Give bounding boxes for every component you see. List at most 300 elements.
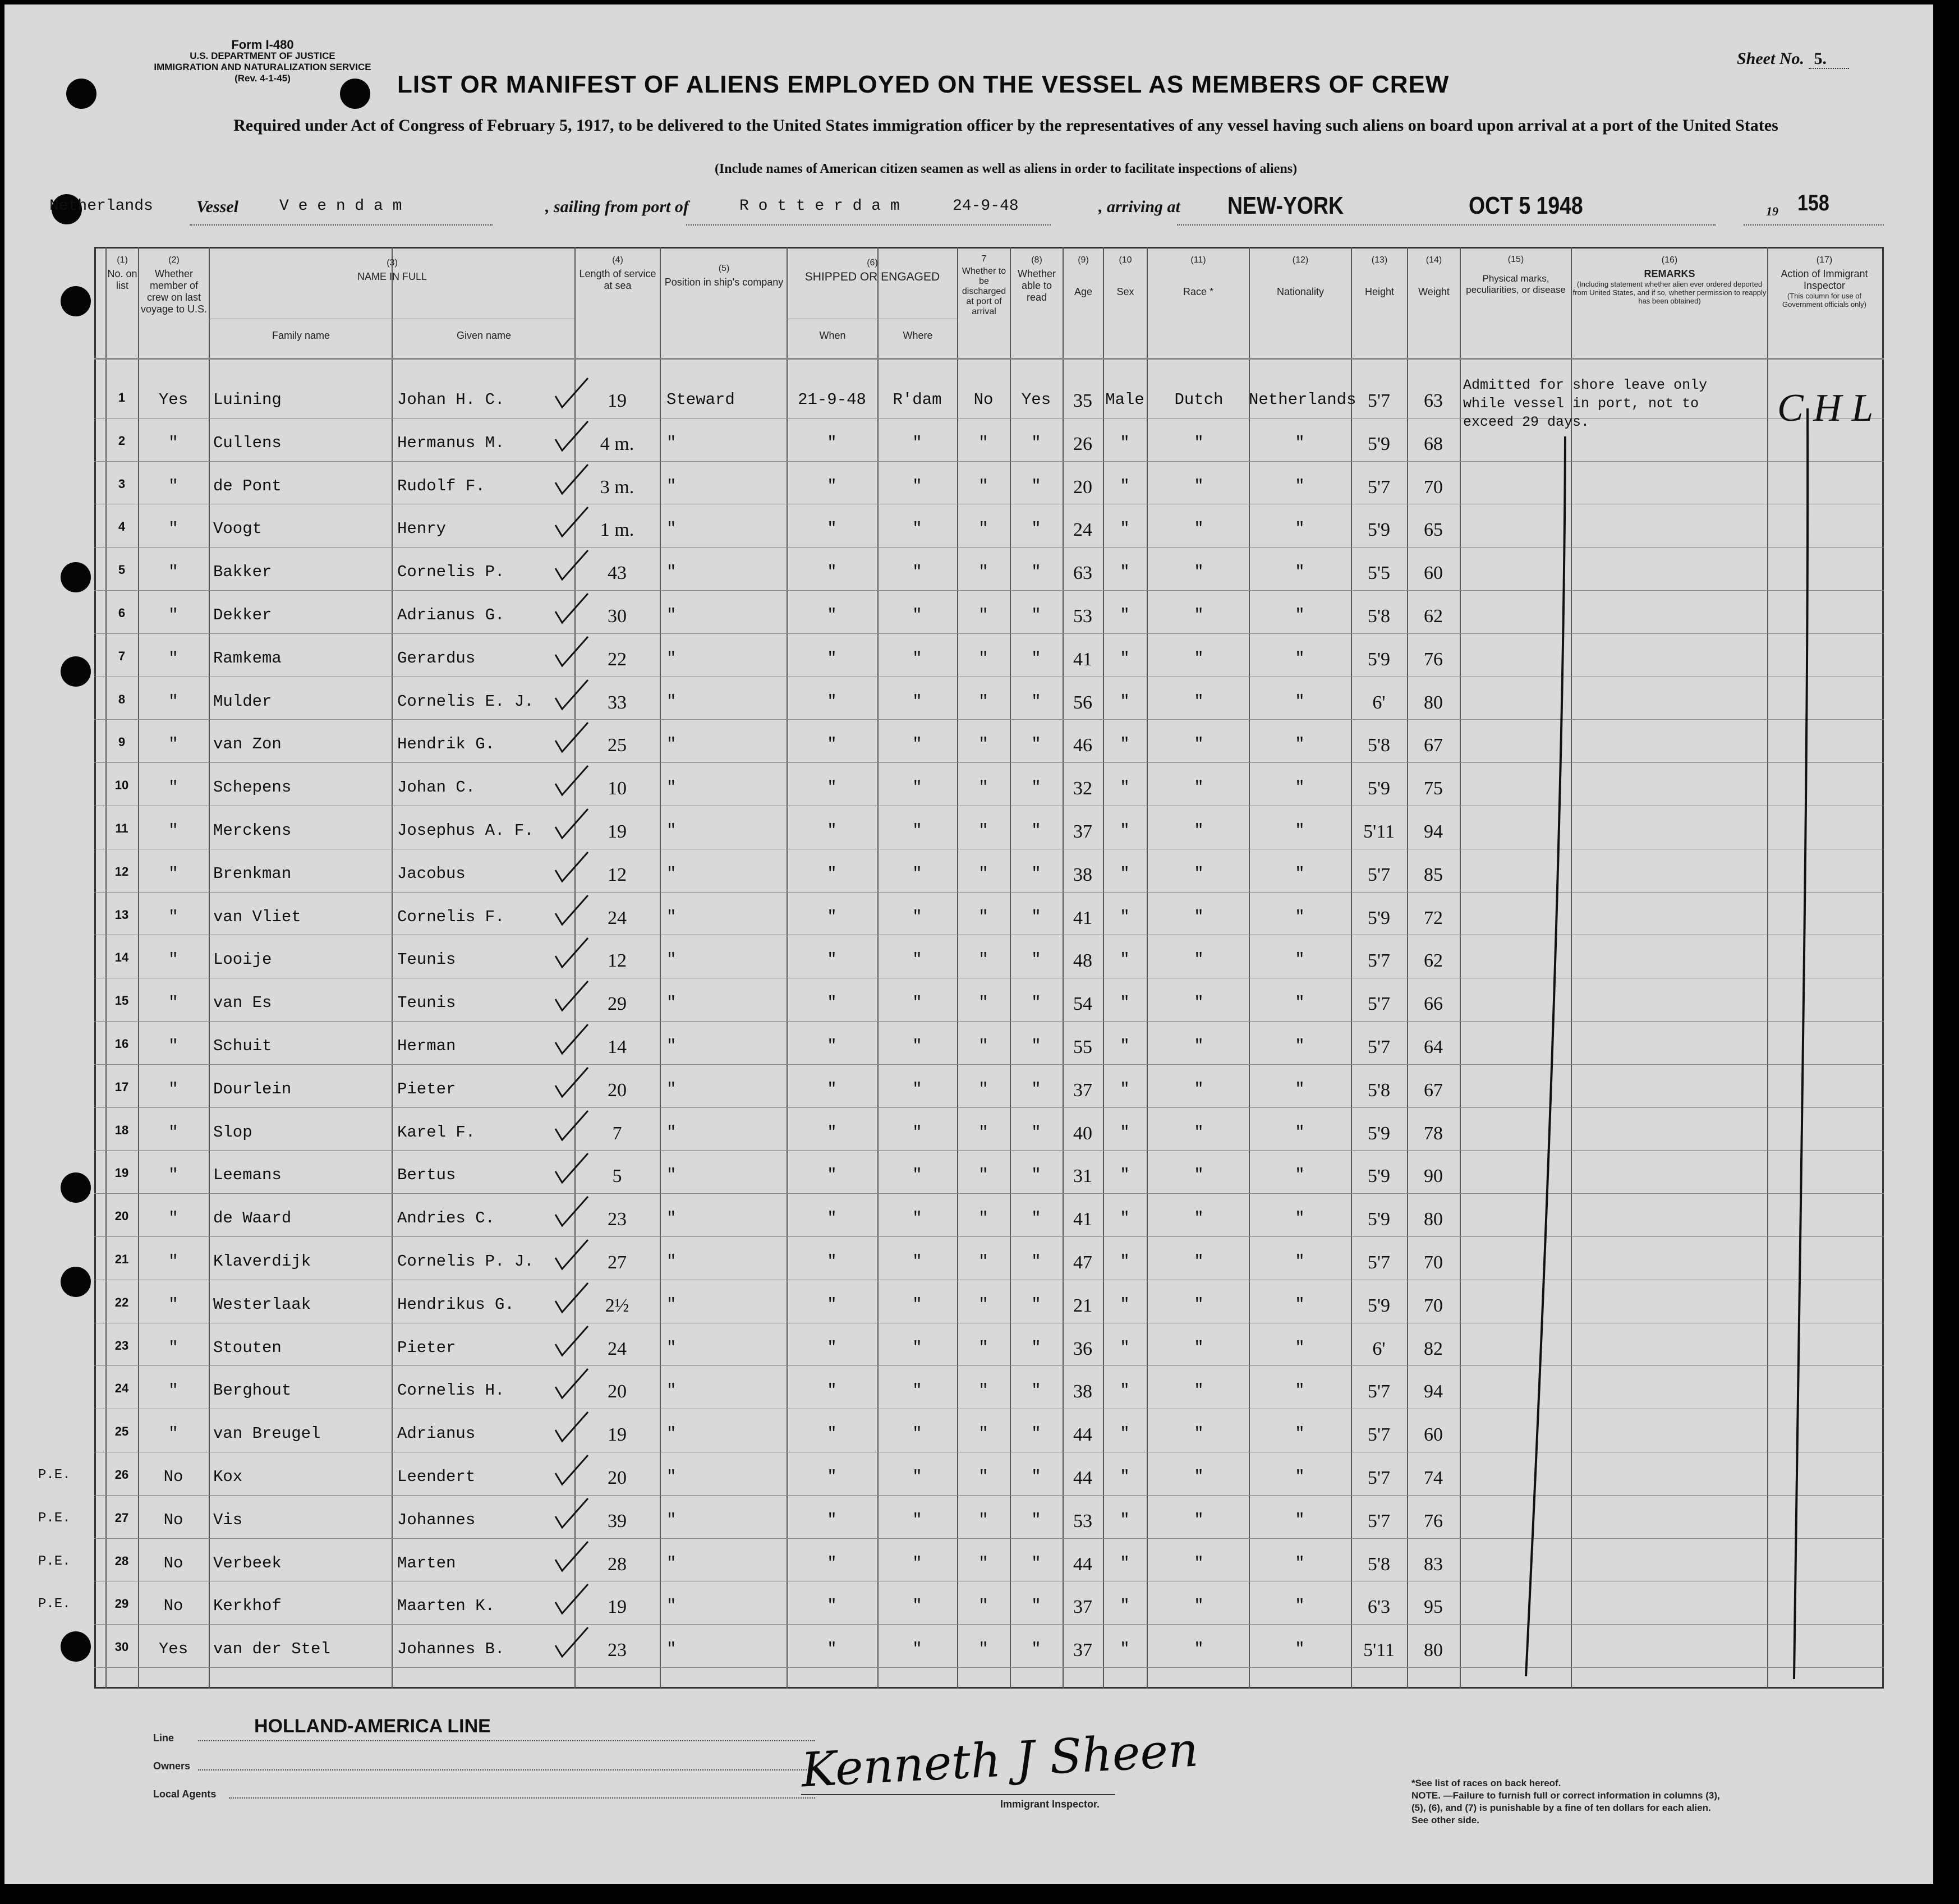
arriving-label: , arriving at bbox=[1098, 197, 1180, 216]
cell-last: " bbox=[168, 907, 178, 926]
header-remarks: (16) REMARKS (Including statement whether alien ever ordered deported from United States, and if so, whether permission to reapply has been obtained) bbox=[1572, 255, 1767, 305]
cell-no: 13 bbox=[114, 907, 129, 922]
cell-nat: " bbox=[1295, 606, 1305, 624]
cell-disc: " bbox=[978, 1079, 988, 1098]
cell-given: Jacobus bbox=[397, 864, 466, 883]
cell-service: 24 bbox=[608, 1338, 627, 1359]
cell-last: " bbox=[168, 476, 178, 495]
cell-where: " bbox=[912, 1123, 922, 1142]
requirement-text: Required under Act of Congress of February 5, 1917, to be delivered to the United States immigration officer by the representatives of any vessel having such aliens on board upon arrival at a port of the United States bbox=[233, 116, 1778, 135]
header-race: (11) Race * bbox=[1183, 255, 1214, 297]
cell-age: 44 bbox=[1073, 1424, 1092, 1446]
cell-age: 21 bbox=[1073, 1295, 1092, 1316]
cell-family: Looije bbox=[213, 950, 272, 969]
cell-height: 5'8 bbox=[1367, 735, 1391, 756]
cell-no: 8 bbox=[118, 692, 126, 706]
cell-disc: " bbox=[978, 1468, 988, 1486]
cell-family: van Vliet bbox=[213, 907, 301, 926]
cell-race: " bbox=[1194, 1553, 1204, 1572]
cell-given: Andries C. bbox=[397, 1209, 495, 1228]
cell-weight: 70 bbox=[1424, 476, 1443, 498]
cell-when: " bbox=[827, 821, 837, 840]
cell-position: " bbox=[666, 907, 677, 926]
cell-weight: 76 bbox=[1424, 649, 1443, 670]
cell-read: " bbox=[1031, 519, 1041, 539]
header-sex: (10 Sex bbox=[1116, 255, 1134, 297]
cell-disc: " bbox=[978, 907, 988, 926]
cell-no: 30 bbox=[114, 1640, 129, 1654]
cell-when: " bbox=[827, 907, 837, 926]
cell-family: Brenkman bbox=[213, 864, 292, 883]
cell-no: 20 bbox=[114, 1209, 129, 1224]
cell-last: " bbox=[168, 778, 178, 797]
agents-dotline bbox=[229, 1797, 815, 1799]
cell-race: " bbox=[1194, 950, 1204, 969]
cell-disc: " bbox=[978, 1123, 988, 1142]
cell-where: " bbox=[912, 1597, 922, 1616]
cell-position: " bbox=[666, 1424, 677, 1443]
header-discharged: 7 Whether to be discharged at port of arrival bbox=[962, 254, 1006, 316]
header-when: When bbox=[819, 330, 846, 341]
cell-when: " bbox=[827, 1468, 837, 1486]
cell-no: 10 bbox=[114, 778, 129, 793]
cell-where: R'dam bbox=[893, 390, 942, 409]
cell-nat: " bbox=[1295, 1597, 1305, 1616]
cell-age: 54 bbox=[1073, 994, 1092, 1015]
cell-no: 12 bbox=[114, 864, 129, 879]
cell-last: Yes bbox=[158, 390, 188, 409]
cell-height: 5'9 bbox=[1367, 1209, 1391, 1230]
cell-family: Slop bbox=[213, 1123, 252, 1142]
cell-family: Bakker bbox=[213, 563, 272, 582]
cell-last: " bbox=[168, 1295, 178, 1314]
cell-last: No bbox=[163, 1597, 183, 1616]
cell-sex: " bbox=[1120, 433, 1130, 452]
cell-where: " bbox=[912, 1252, 922, 1271]
cell-age: 41 bbox=[1073, 649, 1092, 670]
cell-service: 5 bbox=[612, 1166, 622, 1187]
cell-where: " bbox=[912, 433, 922, 452]
cell-sex: " bbox=[1120, 950, 1130, 969]
cell-height: 5'7 bbox=[1367, 864, 1391, 885]
cell-race: " bbox=[1194, 1037, 1204, 1055]
cell-when: " bbox=[827, 1640, 837, 1659]
cell-age: 55 bbox=[1073, 1037, 1092, 1057]
cell-sex: " bbox=[1120, 649, 1130, 668]
cell-race: " bbox=[1194, 1510, 1204, 1529]
cell-race: " bbox=[1194, 821, 1204, 840]
cell-when: " bbox=[827, 1209, 837, 1228]
cell-last: No bbox=[163, 1468, 183, 1486]
cell-nat: " bbox=[1295, 1510, 1305, 1529]
cell-position: " bbox=[666, 1295, 677, 1314]
cell-race: " bbox=[1194, 735, 1204, 754]
cell-service: 2½ bbox=[605, 1295, 629, 1316]
cell-age: 38 bbox=[1073, 1381, 1092, 1402]
cell-service: 23 bbox=[608, 1640, 627, 1661]
cell-position: " bbox=[666, 692, 677, 711]
cell-last: " bbox=[168, 563, 178, 582]
cell-nat: " bbox=[1295, 907, 1305, 926]
cell-service: 3 m. bbox=[600, 476, 634, 498]
cell-height: 5'7 bbox=[1367, 994, 1391, 1015]
cell-service: 25 bbox=[608, 735, 627, 756]
cell-family: Berghout bbox=[213, 1381, 292, 1400]
cell-family: Merckens bbox=[213, 821, 292, 840]
cell-read: " bbox=[1031, 1252, 1041, 1271]
cell-position: " bbox=[666, 563, 677, 582]
cell-given: Bertus bbox=[397, 1166, 456, 1185]
cell-where: " bbox=[912, 606, 922, 624]
cell-height: 5'9 bbox=[1367, 1295, 1391, 1316]
cell-service: 28 bbox=[608, 1553, 627, 1575]
cell-position: " bbox=[666, 1037, 677, 1055]
header-service: (4) Length of service at sea bbox=[579, 255, 656, 291]
cell-when: " bbox=[827, 1037, 837, 1055]
cell-read: " bbox=[1031, 1510, 1041, 1529]
cell-sex: " bbox=[1120, 519, 1130, 539]
cell-given: Rudolf F. bbox=[397, 476, 485, 495]
cell-height: 5'7 bbox=[1367, 1037, 1391, 1057]
cell-position: " bbox=[666, 821, 677, 840]
cell-age: 44 bbox=[1073, 1468, 1092, 1488]
cell-family: van Breugel bbox=[213, 1424, 321, 1443]
cell-given: Cornelis P. J. bbox=[397, 1252, 534, 1271]
cell-when: " bbox=[827, 1338, 837, 1357]
cell-where: " bbox=[912, 864, 922, 883]
cell-family: Leemans bbox=[213, 1166, 282, 1185]
cell-family: Luining bbox=[213, 390, 282, 409]
cell-position: " bbox=[666, 864, 677, 883]
cell-no: 7 bbox=[118, 649, 126, 663]
cell-family: Schepens bbox=[213, 778, 292, 797]
cell-last: " bbox=[168, 735, 178, 754]
cell-when: " bbox=[827, 1381, 837, 1400]
revision: (Rev. 4-1-45) bbox=[234, 73, 291, 84]
cell-no: 23 bbox=[114, 1338, 129, 1353]
arrival-port: NEW-YORK bbox=[1227, 192, 1344, 219]
cell-age: 47 bbox=[1073, 1252, 1092, 1273]
cell-where: " bbox=[912, 1510, 922, 1529]
cell-height: 6'3 bbox=[1367, 1597, 1391, 1618]
cell-given: Maarten K. bbox=[397, 1597, 495, 1616]
cell-given: Cornelis H. bbox=[397, 1381, 505, 1400]
cell-age: 53 bbox=[1073, 1510, 1092, 1532]
cell-height: 5'11 bbox=[1363, 821, 1395, 842]
form-number: Form I-480 bbox=[231, 38, 294, 52]
cell-read: " bbox=[1031, 1468, 1041, 1486]
cell-read: " bbox=[1031, 1209, 1041, 1228]
cell-family: Vis bbox=[213, 1510, 243, 1529]
cell-when: " bbox=[827, 1424, 837, 1443]
cell-service: 7 bbox=[612, 1123, 622, 1144]
cell-pre: P.E. bbox=[38, 1553, 71, 1569]
cell-race: " bbox=[1194, 476, 1204, 495]
line-dotline bbox=[198, 1740, 815, 1741]
cell-service: 27 bbox=[608, 1252, 627, 1273]
cell-nat: " bbox=[1295, 864, 1305, 883]
cell-given: Gerardus bbox=[397, 649, 476, 668]
cell-given: Teunis bbox=[397, 950, 456, 969]
cell-weight: 62 bbox=[1424, 606, 1443, 627]
remark-line: while vessel in port, not to bbox=[1463, 395, 1699, 412]
cell-race: " bbox=[1194, 519, 1204, 539]
cell-disc: " bbox=[978, 950, 988, 969]
cell-position: " bbox=[666, 606, 677, 624]
cell-family: de Pont bbox=[213, 476, 282, 495]
cell-read: Yes bbox=[1021, 390, 1051, 409]
cell-read: " bbox=[1031, 563, 1041, 582]
cell-position: " bbox=[666, 1381, 677, 1400]
cell-when: " bbox=[827, 1597, 837, 1616]
cell-sex: " bbox=[1120, 563, 1130, 582]
cell-age: 31 bbox=[1073, 1166, 1092, 1187]
page-title: LIST OR MANIFEST OF ALIENS EMPLOYED ON THE VESSEL AS MEMBERS OF CREW bbox=[397, 71, 1450, 98]
cell-weight: 70 bbox=[1424, 1295, 1443, 1316]
cell-where: " bbox=[912, 1209, 922, 1228]
cell-race: " bbox=[1194, 692, 1204, 711]
cell-when: " bbox=[827, 476, 837, 495]
cell-height: 5'11 bbox=[1363, 1640, 1395, 1661]
cell-when: " bbox=[827, 1553, 837, 1572]
cell-height: 5'9 bbox=[1367, 649, 1391, 670]
cell-when: " bbox=[827, 864, 837, 883]
cell-where: " bbox=[912, 1079, 922, 1098]
cell-race: " bbox=[1194, 1640, 1204, 1659]
cell-nat: " bbox=[1295, 519, 1305, 539]
arrival-date-stamp: OCT 5 1948 bbox=[1469, 192, 1583, 219]
cell-weight: 94 bbox=[1424, 821, 1443, 842]
cell-race: " bbox=[1194, 907, 1204, 926]
cell-service: 19 bbox=[608, 1597, 627, 1618]
cell-weight: 68 bbox=[1424, 433, 1443, 454]
cell-read: " bbox=[1031, 606, 1041, 624]
cell-read: " bbox=[1031, 907, 1041, 926]
cell-when: " bbox=[827, 519, 837, 539]
cell-nat: " bbox=[1295, 994, 1305, 1013]
cell-when: " bbox=[827, 563, 837, 582]
cell-height: 5'8 bbox=[1367, 1553, 1391, 1575]
cell-read: " bbox=[1031, 649, 1041, 668]
cell-race: " bbox=[1194, 778, 1204, 797]
manifest-sheet bbox=[4, 4, 1933, 1884]
cell-when: " bbox=[827, 1252, 837, 1271]
year-prefix: 19 bbox=[1766, 204, 1778, 218]
cell-where: " bbox=[912, 1640, 922, 1659]
cell-age: 37 bbox=[1073, 1640, 1092, 1661]
cell-service: 39 bbox=[608, 1510, 627, 1532]
cell-race: " bbox=[1194, 1123, 1204, 1142]
cell-nat: Netherlands bbox=[1249, 390, 1356, 409]
cell-given: Johannes bbox=[397, 1510, 476, 1529]
cell-age: 41 bbox=[1073, 1209, 1092, 1230]
cell-sex: " bbox=[1120, 864, 1130, 883]
cell-given: Johannes B. bbox=[397, 1640, 505, 1659]
cell-disc: " bbox=[978, 519, 988, 539]
cell-weight: 78 bbox=[1424, 1123, 1443, 1144]
sailing-label: , sailing from port of bbox=[545, 197, 689, 216]
ditto-strokes bbox=[4, 4, 1933, 1884]
cell-pre: P.E. bbox=[38, 1597, 71, 1612]
cell-sex: " bbox=[1120, 1209, 1130, 1228]
header-position: (5) Position in ship's company bbox=[664, 264, 784, 288]
cell-height: 5'8 bbox=[1367, 606, 1391, 627]
cell-family: Dourlein bbox=[213, 1079, 292, 1098]
cell-service: 43 bbox=[608, 563, 627, 584]
cell-given: Hendrik G. bbox=[397, 735, 495, 754]
cell-race: " bbox=[1194, 994, 1204, 1013]
cell-weight: 72 bbox=[1424, 907, 1443, 928]
cell-read: " bbox=[1031, 735, 1041, 754]
cell-when: " bbox=[827, 606, 837, 624]
cell-height: 5'7 bbox=[1367, 950, 1391, 972]
cell-family: van Es bbox=[213, 994, 272, 1013]
cell-weight: 65 bbox=[1424, 519, 1443, 541]
cell-weight: 80 bbox=[1424, 1640, 1443, 1661]
cell-weight: 62 bbox=[1424, 950, 1443, 972]
cell-disc: " bbox=[978, 433, 988, 452]
cell-family: van der Stel bbox=[213, 1640, 330, 1659]
cell-where: " bbox=[912, 950, 922, 969]
header-given-name: Given name bbox=[456, 330, 512, 341]
owners-dotline bbox=[198, 1769, 815, 1770]
cell-disc: " bbox=[978, 1209, 988, 1228]
cell-height: 5'9 bbox=[1367, 907, 1391, 928]
cell-no: 9 bbox=[118, 735, 126, 749]
line-label: Line bbox=[153, 1732, 174, 1744]
cell-nat: " bbox=[1295, 1209, 1305, 1228]
cell-last: " bbox=[168, 433, 178, 452]
header-family-name: Family name bbox=[272, 330, 330, 341]
cell-given: Marten bbox=[397, 1553, 456, 1572]
cell-when: " bbox=[827, 950, 837, 969]
cell-service: 20 bbox=[608, 1079, 627, 1101]
cell-no: 24 bbox=[114, 1381, 129, 1396]
cell-family: Verbeek bbox=[213, 1553, 282, 1572]
inspector-signature: Kenneth J Sheen bbox=[799, 1722, 1200, 1798]
cell-given: Henry bbox=[397, 519, 447, 539]
cell-weight: 95 bbox=[1424, 1597, 1443, 1618]
cell-where: " bbox=[912, 735, 922, 754]
cell-last: " bbox=[168, 1037, 178, 1055]
cell-position: " bbox=[666, 950, 677, 969]
departure-port: R o t t e r d a m bbox=[739, 197, 900, 215]
cell-age: 53 bbox=[1073, 606, 1092, 627]
cell-disc: " bbox=[978, 563, 988, 582]
cell-given: Adrianus bbox=[397, 1424, 476, 1443]
cell-nat: " bbox=[1295, 821, 1305, 840]
cell-nat: " bbox=[1295, 1079, 1305, 1098]
cell-weight: 76 bbox=[1424, 1510, 1443, 1532]
cell-service: 30 bbox=[608, 606, 627, 627]
header-where: Where bbox=[903, 330, 933, 341]
cell-given: Pieter bbox=[397, 1338, 456, 1357]
cell-read: " bbox=[1031, 994, 1041, 1013]
cell-nat: " bbox=[1295, 950, 1305, 969]
cell-family: van Zon bbox=[213, 735, 282, 754]
cell-position: " bbox=[666, 1166, 677, 1185]
cell-age: 44 bbox=[1073, 1553, 1092, 1575]
cell-disc: " bbox=[978, 649, 988, 668]
cell-sex: " bbox=[1120, 821, 1130, 840]
cell-where: " bbox=[912, 1295, 922, 1314]
cell-race: " bbox=[1194, 433, 1204, 452]
cell-read: " bbox=[1031, 778, 1041, 797]
cell-last: " bbox=[168, 864, 178, 883]
cell-sex: " bbox=[1120, 606, 1130, 624]
cell-weight: 82 bbox=[1424, 1338, 1443, 1359]
footnote bbox=[1411, 1777, 1726, 1827]
cell-age: 41 bbox=[1073, 907, 1092, 928]
cell-family: Schuit bbox=[213, 1037, 272, 1055]
cell-position: " bbox=[666, 1079, 677, 1098]
cell-nat: " bbox=[1295, 1166, 1305, 1185]
cell-weight: 74 bbox=[1424, 1468, 1443, 1488]
cell-no: 29 bbox=[114, 1597, 129, 1611]
cell-race: " bbox=[1194, 1468, 1204, 1486]
cell-no: 4 bbox=[118, 519, 126, 534]
header-read: (8) Whether able to read bbox=[1017, 255, 1056, 303]
cell-position: " bbox=[666, 1123, 677, 1142]
cell-weight: 80 bbox=[1424, 1209, 1443, 1230]
cell-read: " bbox=[1031, 1037, 1041, 1055]
cell-race: " bbox=[1194, 649, 1204, 668]
cell-where: " bbox=[912, 1553, 922, 1572]
cell-race: " bbox=[1194, 563, 1204, 582]
cell-race: " bbox=[1194, 864, 1204, 883]
cell-race: " bbox=[1194, 1597, 1204, 1616]
cell-where: " bbox=[912, 778, 922, 797]
cell-position: " bbox=[666, 1468, 677, 1486]
cell-family: de Waard bbox=[213, 1209, 292, 1228]
cell-weight: 94 bbox=[1424, 1381, 1443, 1402]
cell-nat: " bbox=[1295, 1295, 1305, 1314]
cell-when: " bbox=[827, 1295, 837, 1314]
cell-no: 1 bbox=[118, 390, 126, 404]
vessel-label: Vessel bbox=[196, 197, 238, 216]
cell-given: Leendert bbox=[397, 1468, 476, 1486]
cell-height: 5'9 bbox=[1367, 1166, 1391, 1187]
cell-read: " bbox=[1031, 1640, 1041, 1659]
cell-service: 23 bbox=[608, 1209, 627, 1230]
cell-weight: 66 bbox=[1424, 994, 1443, 1015]
cell-weight: 60 bbox=[1424, 1424, 1443, 1446]
cell-disc: " bbox=[978, 692, 988, 711]
cell-sex: " bbox=[1120, 1295, 1130, 1314]
cell-last: " bbox=[168, 692, 178, 711]
cell-position: " bbox=[666, 994, 677, 1013]
cell-given: Cornelis P. bbox=[397, 563, 505, 582]
inspector-initials: C H L bbox=[1777, 387, 1874, 430]
cell-read: " bbox=[1031, 692, 1041, 711]
cell-sex: " bbox=[1120, 1037, 1130, 1055]
cell-read: " bbox=[1031, 864, 1041, 883]
cell-disc: " bbox=[978, 476, 988, 495]
cell-height: 5'5 bbox=[1367, 563, 1391, 584]
cell-where: " bbox=[912, 1424, 922, 1443]
cell-race: " bbox=[1194, 1295, 1204, 1314]
cell-where: " bbox=[912, 821, 922, 840]
cell-sex: " bbox=[1120, 1597, 1130, 1616]
header-height: (13) Height bbox=[1364, 255, 1395, 297]
cell-sex: " bbox=[1120, 994, 1130, 1013]
cell-service: 19 bbox=[608, 390, 627, 411]
cell-given: Josephus A. F. bbox=[397, 821, 534, 840]
cell-where: " bbox=[912, 1166, 922, 1185]
cell-no: 17 bbox=[114, 1079, 129, 1094]
cell-height: 5'9 bbox=[1367, 778, 1391, 799]
cell-disc: " bbox=[978, 1510, 988, 1529]
